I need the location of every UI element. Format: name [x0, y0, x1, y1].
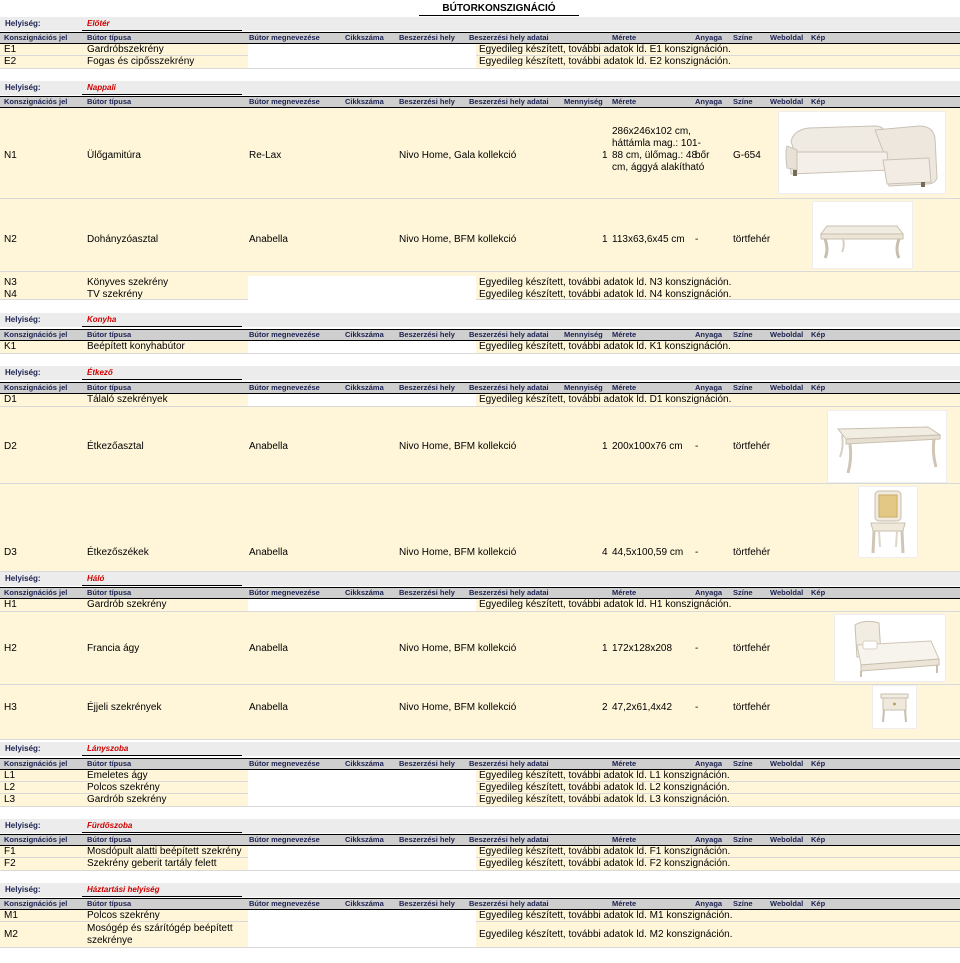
cell-tipus: Gardrób szekrény: [87, 599, 167, 610]
room-label: Helyiség:: [5, 574, 41, 583]
col-anyaga: Anyaga: [695, 899, 723, 908]
cell-tipus: Mosógép és szárítógép beépített szekrénye: [87, 923, 233, 946]
table-row: [0, 44, 960, 56]
cell-jel: D1: [4, 394, 17, 405]
cell-jel: H2: [4, 643, 17, 654]
col-merete: Mérete: [612, 33, 637, 42]
cell-jel: E1: [4, 44, 17, 55]
col-anyaga: Anyaga: [695, 330, 723, 339]
cell-note: Egyedileg készített, további adatok ld. F1 konszignáción.: [479, 846, 731, 857]
table-row: [0, 394, 960, 407]
cell-mennyiseg: 1: [602, 234, 608, 245]
col-hely-adatai: Beszerzési hely adatai: [469, 588, 549, 597]
col-tipus: Bútor típusa: [87, 97, 132, 106]
table-row: [0, 272, 960, 300]
col-szine: Színe: [733, 330, 753, 339]
cell-tipus: Francia ágy: [87, 643, 140, 654]
table-row: [0, 770, 960, 782]
col-cikkszam: Cikkszáma: [345, 899, 384, 908]
col-weboldal: Weboldal: [770, 383, 804, 392]
col-hely: Beszerzési hely: [399, 588, 455, 597]
col-anyaga: Anyaga: [695, 835, 723, 844]
cell-szine: törtfehér: [733, 441, 771, 452]
blank-cell: [248, 44, 476, 56]
room-name: Étkező: [82, 367, 242, 380]
cell-jel: D2: [4, 441, 17, 452]
cell-megnevezes: Anabella: [249, 547, 288, 558]
table-header: [0, 898, 960, 910]
col-tipus: Bútor típusa: [87, 899, 132, 908]
cell-mennyiseg: 4: [602, 547, 608, 558]
col-megnevezes: Bútor megnevezése: [249, 33, 320, 42]
cell-tipus: Szekrény geberit tartály felett: [87, 858, 217, 869]
cell-jel: N4: [4, 289, 17, 300]
dining-chair-image: [858, 486, 918, 558]
col-merete: Mérete: [612, 899, 637, 908]
cell-note: Egyedileg készített, további adatok ld. N4 konszignáción.: [479, 289, 732, 300]
col-szine: Színe: [733, 588, 753, 597]
cell-merete: 44,5x100,59 cm: [612, 547, 684, 558]
cell-tipus: Beépített konyhabútor: [87, 341, 185, 352]
cell-merete: 172x128x208: [612, 643, 673, 654]
col-megnevezes: Bútor megnevezése: [249, 835, 320, 844]
cell-merete: 47,2x61,4x42: [612, 702, 673, 713]
col-merete: Mérete: [612, 588, 637, 597]
col-merete: Mérete: [612, 835, 637, 844]
col-megnevezes: Bútor megnevezése: [249, 97, 320, 106]
cell-megnevezes: Anabella: [249, 441, 288, 452]
cell-megnevezes: Anabella: [249, 234, 288, 245]
cell-tipus: Polcos szekrény: [87, 782, 160, 793]
cell-tipus: Étkezőszékek: [87, 547, 149, 558]
col-kep: Kép: [811, 97, 826, 106]
cell-note: Egyedileg készített, további adatok ld. E2 konszignáción.: [479, 56, 731, 67]
col-szine: Színe: [733, 383, 753, 392]
cell-merete: 286x246x102 cm, háttámla mag.: 101-88 cm, ülőmag.: 48 cm, ággyá alakítható: [612, 126, 705, 173]
room-label: Helyiség:: [5, 744, 41, 753]
col-tipus: Bútor típusa: [87, 33, 132, 42]
cell-mennyiseg: 1: [602, 643, 608, 654]
col-jel: Konszignációs jel: [4, 383, 68, 392]
room-name: Háztartási helyiség: [82, 884, 242, 897]
col-jel: Konszignációs jel: [4, 33, 68, 42]
table-row: [0, 599, 960, 612]
col-hely: Beszerzési hely: [399, 97, 455, 106]
col-megnevezes: Bútor megnevezése: [249, 588, 320, 597]
table-row: [0, 108, 960, 199]
room-bar-eloter: [0, 17, 960, 31]
cell-tipus: TV szekrény: [87, 289, 143, 300]
cell-note: Egyedileg készített, további adatok ld. D1 konszignáción.: [479, 394, 732, 405]
cell-tipus: Étkezőasztal: [87, 441, 144, 452]
cell-tipus: Polcos szekrény: [87, 910, 160, 921]
sofa-image: [778, 111, 946, 194]
table-row: [0, 341, 960, 354]
cell-note: Egyedileg készített, további adatok ld. L3 konszignáción.: [479, 794, 730, 805]
cell-anyaga: -: [695, 441, 699, 452]
cell-tipus: Mosdópult alatti beépített szekrény: [87, 846, 242, 857]
table-header: [0, 587, 960, 599]
col-weboldal: Weboldal: [770, 899, 804, 908]
table-row: [0, 685, 960, 740]
room-name: Előtér: [82, 18, 242, 31]
cell-megnevezes: Anabella: [249, 643, 288, 654]
cell-hely: Nivo Home, BFM kollekció: [399, 547, 517, 558]
col-tipus: Bútor típusa: [87, 588, 132, 597]
blank-cell: [248, 394, 476, 406]
cell-tipus: Ülőgamitúra: [87, 150, 141, 161]
room-name: Fürdőszoba: [82, 820, 242, 833]
room-bar-furdoszoba: [0, 819, 960, 833]
cell-note: Egyedileg készített, további adatok ld. K1 konszignáción.: [479, 341, 731, 352]
col-cikkszam: Cikkszáma: [345, 835, 384, 844]
cell-note: Egyedileg készített, további adatok ld. N3 konszignáción.: [479, 277, 732, 288]
cell-szine: törtfehér: [733, 643, 771, 654]
cell-note: Egyedileg készített, további adatok ld. M2 konszignáción.: [479, 929, 733, 940]
blank-cell: [248, 599, 476, 611]
table-header: [0, 32, 960, 44]
blank-cell: [248, 770, 476, 782]
cell-note: Egyedileg készített, további adatok ld. F2 konszignáción.: [479, 858, 731, 869]
cell-jel: N1: [4, 150, 17, 161]
col-cikkszam: Cikkszáma: [345, 97, 384, 106]
room-name: Lányszoba: [82, 743, 242, 756]
room-label: Helyiség:: [5, 83, 41, 92]
cell-tipus: Tálaló szekrények: [87, 394, 168, 405]
cell-jel: F2: [4, 858, 16, 869]
table-row: [0, 484, 960, 572]
cell-jel: N3: [4, 277, 17, 288]
col-jel: Konszignációs jel: [4, 330, 68, 339]
col-szine: Színe: [733, 899, 753, 908]
col-merete: Mérete: [612, 330, 637, 339]
cell-szine: G-654: [733, 150, 761, 161]
cell-megnevezes: Re-Lax: [249, 150, 282, 161]
room-label: Helyiség:: [5, 885, 41, 894]
cell-jel: F1: [4, 846, 16, 857]
col-jel: Konszignációs jel: [4, 97, 68, 106]
table-header: [0, 329, 960, 341]
col-kep: Kép: [811, 899, 826, 908]
cell-hely: Nivo Home, BFM kollekció: [399, 643, 517, 654]
nightstand-image: [872, 685, 917, 729]
cell-tipus: Gardróbszekrény: [87, 44, 164, 55]
cell-szine: törtfehér: [733, 234, 771, 245]
table-row: [0, 56, 960, 69]
col-megnevezes: Bútor megnevezése: [249, 383, 320, 392]
cell-jel: N2: [4, 234, 17, 245]
cell-merete: 113x63,6x45 cm: [612, 234, 685, 245]
table-row: [0, 922, 960, 948]
cell-jel: M1: [4, 910, 18, 921]
col-anyaga: Anyaga: [695, 97, 723, 106]
col-hely: Beszerzési hely: [399, 899, 455, 908]
col-hely-adatai: Beszerzési hely adatai: [469, 899, 549, 908]
room-label: Helyiség:: [5, 315, 41, 324]
col-cikkszam: Cikkszáma: [345, 330, 384, 339]
bed-image: [834, 614, 946, 682]
room-bar-haztartasi: [0, 883, 960, 897]
col-weboldal: Weboldal: [770, 759, 804, 768]
table-row: [0, 794, 960, 807]
col-weboldal: Weboldal: [770, 835, 804, 844]
col-szine: Színe: [733, 759, 753, 768]
col-merete: Mérete: [612, 97, 637, 106]
col-jel: Konszignációs jel: [4, 899, 68, 908]
col-anyaga: Anyaga: [695, 759, 723, 768]
cell-tipus: Éjjeli szekrények: [87, 702, 162, 713]
cell-jel: H1: [4, 599, 17, 610]
blank-cell: [248, 922, 476, 947]
blank-cell: [248, 794, 476, 806]
col-hely: Beszerzési hely: [399, 33, 455, 42]
col-jel: Konszignációs jel: [4, 759, 68, 768]
col-tipus: Bútor típusa: [87, 835, 132, 844]
col-tipus: Bútor típusa: [87, 759, 132, 768]
cell-note: Egyedileg készített, további adatok ld. E1 konszignáción.: [479, 44, 731, 55]
col-kep: Kép: [811, 835, 826, 844]
cell-anyaga: bőr: [695, 150, 710, 161]
cell-mennyiseg: 1: [602, 441, 608, 452]
cell-anyaga: -: [695, 234, 699, 245]
cell-note: Egyedileg készített, további adatok ld. L1 konszignáción.: [479, 770, 730, 781]
coffee-table-image: [812, 201, 913, 269]
cell-jel: L1: [4, 770, 16, 781]
col-hely-adatai: Beszerzési hely adatai: [469, 383, 549, 392]
cell-anyaga: -: [695, 547, 699, 558]
cell-hely: Nivo Home, BFM kollekció: [399, 441, 517, 452]
room-bar-nappali: [0, 81, 960, 95]
col-cikkszam: Cikkszáma: [345, 588, 384, 597]
col-mennyiseg: Mennyiség: [564, 97, 603, 106]
blank-cell: [248, 276, 476, 300]
cell-jel: L3: [4, 794, 16, 805]
room-label: Helyiség:: [5, 368, 41, 377]
col-tipus: Bútor típusa: [87, 383, 132, 392]
blank-cell: [248, 858, 476, 870]
table-header: [0, 382, 960, 394]
col-cikkszam: Cikkszáma: [345, 33, 384, 42]
room-name: Háló: [82, 573, 242, 586]
col-weboldal: Weboldal: [770, 97, 804, 106]
cell-merete: 200x100x76 cm: [612, 441, 683, 452]
cell-note: Egyedileg készített, további adatok ld. M1 konszignáción.: [479, 910, 733, 921]
col-jel: Konszignációs jel: [4, 588, 68, 597]
cell-hely: Nivo Home, Gala kollekció: [399, 150, 517, 161]
col-hely: Beszerzési hely: [399, 383, 455, 392]
cell-szine: törtfehér: [733, 702, 771, 713]
cell-szine: törtfehér: [733, 547, 771, 558]
col-hely-adatai: Beszerzési hely adatai: [469, 33, 549, 42]
col-weboldal: Weboldal: [770, 33, 804, 42]
col-megnevezes: Bútor megnevezése: [249, 899, 320, 908]
cell-tipus: Fogas és cipősszekrény: [87, 56, 195, 67]
cell-tipus: Dohányzóasztal: [87, 234, 159, 245]
col-kep: Kép: [811, 588, 826, 597]
col-tipus: Bútor típusa: [87, 330, 132, 339]
col-hely: Beszerzési hely: [399, 330, 455, 339]
table-row: [0, 199, 960, 272]
col-hely-adatai: Beszerzési hely adatai: [469, 330, 549, 339]
table-row: [0, 407, 960, 484]
room-bar-lanyszoba: [0, 742, 960, 756]
cell-mennyiseg: 2: [602, 702, 608, 713]
col-kep: Kép: [811, 33, 826, 42]
col-anyaga: Anyaga: [695, 588, 723, 597]
blank-cell: [248, 910, 476, 922]
blank-cell: [248, 341, 476, 353]
col-weboldal: Weboldal: [770, 588, 804, 597]
col-mennyiseg: Mennyiség: [564, 330, 603, 339]
col-kep: Kép: [811, 330, 826, 339]
cell-jel: H3: [4, 702, 17, 713]
cell-anyaga: -: [695, 643, 699, 654]
cell-tipus: Emeletes ágy: [87, 770, 148, 781]
table-row: [0, 846, 960, 858]
cell-jel: M2: [4, 929, 18, 940]
room-label: Helyiség:: [5, 19, 41, 28]
cell-jel: D3: [4, 547, 17, 558]
cell-jel: L2: [4, 782, 16, 793]
cell-jel: E2: [4, 56, 17, 67]
room-bar-etkezo: [0, 366, 960, 380]
room-name: Nappali: [82, 82, 242, 95]
col-hely-adatai: Beszerzési hely adatai: [469, 835, 549, 844]
blank-cell: [248, 846, 476, 858]
col-szine: Színe: [733, 97, 753, 106]
room-bar-halo: [0, 572, 960, 586]
cell-hely: Nivo Home, BFM kollekció: [399, 702, 517, 713]
cell-hely: Nivo Home, BFM kollekció: [399, 234, 517, 245]
cell-megnevezes: Anabella: [249, 702, 288, 713]
col-kep: Kép: [811, 383, 826, 392]
table-header: [0, 758, 960, 770]
cell-mennyiseg: 1: [602, 150, 608, 161]
col-weboldal: Weboldal: [770, 330, 804, 339]
room-name: Konyha: [82, 314, 242, 327]
col-hely: Beszerzési hely: [399, 835, 455, 844]
cell-note: Egyedileg készített, további adatok ld. L2 konszignáción.: [479, 782, 730, 793]
blank-cell: [248, 56, 476, 68]
col-szine: Színe: [733, 33, 753, 42]
cell-tipus: Könyves szekrény: [87, 277, 169, 288]
col-jel: Konszignációs jel: [4, 835, 68, 844]
cell-note: Egyedileg készített, további adatok ld. H1 konszignáción.: [479, 599, 732, 610]
col-hely-adatai: Beszerzési hely adatai: [469, 759, 549, 768]
col-megnevezes: Bútor megnevezése: [249, 759, 320, 768]
table-header: [0, 96, 960, 108]
cell-jel: K1: [4, 341, 17, 352]
cell-anyaga: -: [695, 702, 699, 713]
col-merete: Mérete: [612, 759, 637, 768]
room-bar-konyha: [0, 313, 960, 327]
col-mennyiseg: Mennyiség: [564, 383, 603, 392]
cell-tipus: Gardrób szekrény: [87, 794, 167, 805]
dining-table-image: [827, 410, 947, 483]
col-megnevezes: Bútor megnevezése: [249, 330, 320, 339]
col-cikkszam: Cikkszáma: [345, 759, 384, 768]
table-row: [0, 782, 960, 794]
table-row: [0, 858, 960, 871]
col-merete: Mérete: [612, 383, 637, 392]
col-hely: Beszerzési hely: [399, 759, 455, 768]
document-title: BÚTORKONSZIGNÁCIÓ: [419, 1, 579, 16]
col-cikkszam: Cikkszáma: [345, 383, 384, 392]
table-row: [0, 612, 960, 685]
table-header: [0, 834, 960, 846]
col-hely-adatai: Beszerzési hely adatai: [469, 97, 549, 106]
col-szine: Színe: [733, 835, 753, 844]
blank-cell: [248, 782, 476, 794]
col-anyaga: Anyaga: [695, 383, 723, 392]
table-row: [0, 910, 960, 922]
room-label: Helyiség:: [5, 821, 41, 830]
col-anyaga: Anyaga: [695, 33, 723, 42]
col-kep: Kép: [811, 759, 826, 768]
